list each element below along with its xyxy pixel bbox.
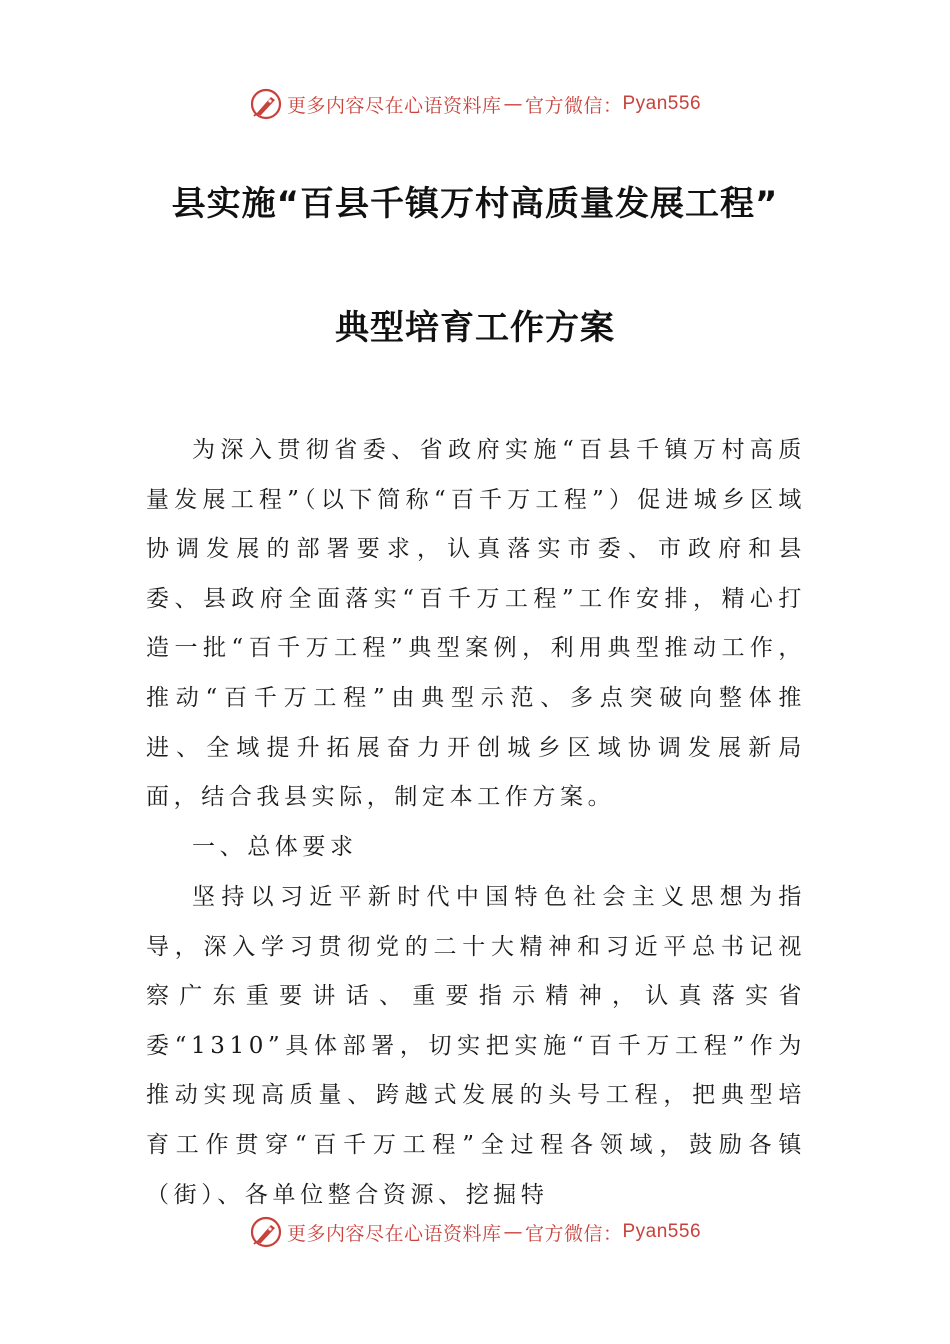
watermark-text: 更多内容尽在心语资料库 <box>286 94 502 117</box>
section-heading-text: 一、总体要求 <box>192 834 358 860</box>
body-paragraph-1 <box>146 426 806 823</box>
watermark-separator: — <box>503 1221 523 1243</box>
watermark-label: 官方微信： <box>524 94 623 117</box>
watermark-text: 更多内容尽在心语资料库 <box>286 1222 502 1245</box>
pen-nib-logo-icon <box>249 1215 283 1249</box>
section-heading-1 <box>146 823 806 873</box>
watermark-footer <box>0 1212 950 1252</box>
paragraph-text: 坚持以习近平新时代中国特色社会主义思想为指导，深入学习贯彻党的二十大精神和习近平总书记视察广东重要讲话、重要指示精神，认真落实省委“1310”具体部署，切实把实施“百千万工程”作为推动实现高质量、跨越式发展的头号工程，把典型培育工作贯穿“百千万工程”全过程各领域，鼓励各镇（街）、各单位整合资源、挖掘特 <box>146 884 806 1208</box>
pen-nib-logo-icon <box>249 87 283 121</box>
document-title-line1: 县实施“百县千镇万村高质量发展工程” <box>171 184 779 224</box>
body-paragraph-2 <box>146 873 806 1220</box>
watermark-header <box>0 84 950 124</box>
watermark-separator: — <box>503 93 523 115</box>
document-title-line2: 典型培育工作方案 <box>335 308 615 348</box>
watermark-label: 官方微信： <box>524 1222 623 1245</box>
watermark-id: Pyan556 <box>622 1221 702 1242</box>
paragraph-text: 为深入贯彻省委、省政府实施“百县千镇万村高质量发展工程”（以下简称“百千万工程”）促进城乡区域协调发展的部署要求，认真落实市委、市政府和县委、县政府全面落实“百千万工程”工作安排，精心打造一批“百千万工程”典型案例，利用典型推动工作，推动“百千万工程”由典型示范、多点突破向整体推进、全域提升拓展奋力开创城乡区域协调发展新局面，结合我县实际，制定本工作方案。 <box>146 437 806 811</box>
watermark-id: Pyan556 <box>622 93 702 114</box>
